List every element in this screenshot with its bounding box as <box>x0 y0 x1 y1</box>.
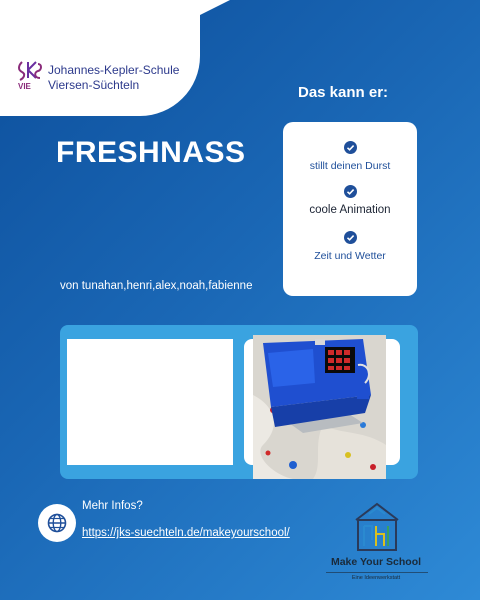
check-circle-icon <box>344 141 357 154</box>
project-photo <box>253 335 386 479</box>
features-heading: Das kann er: <box>298 84 389 101</box>
school-name <box>48 63 179 93</box>
feature-label: stillt deinen Durst <box>309 160 391 172</box>
feature-label: Zeit und Wetter <box>314 250 386 262</box>
make-your-school-logo-icon <box>352 500 402 552</box>
check-circle-icon <box>344 231 357 244</box>
feature-item <box>283 185 417 216</box>
brand-subtitle: Eine Ideenwerkstatt <box>351 575 401 581</box>
header-white-corner-tip <box>190 0 230 20</box>
globe-button[interactable] <box>38 504 76 542</box>
school-name-line1: Johannes-Kepler-Schule <box>48 63 180 77</box>
brand-name: Make Your School <box>330 556 422 568</box>
feature-item <box>283 231 417 262</box>
svg-text:VIE: VIE <box>18 82 31 91</box>
project-title: FRESHNASS <box>56 136 246 169</box>
placeholder-image <box>67 339 233 465</box>
school-logo-icon <box>14 58 46 94</box>
project-team: von tunahan,henri,alex,noah,fabienne <box>60 280 253 292</box>
check-circle-icon <box>344 185 357 198</box>
feature-label: coole Animation <box>309 204 391 216</box>
info-heading: Mehr Infos? <box>82 500 143 512</box>
school-name-line2: Viersen-Süchteln <box>48 78 140 92</box>
info-link[interactable]: https://jks-suechteln.de/makeyourschool/ <box>82 527 290 539</box>
features-card <box>283 122 417 296</box>
feature-item <box>283 141 417 172</box>
globe-icon <box>47 513 67 533</box>
brand-divider <box>326 572 428 573</box>
